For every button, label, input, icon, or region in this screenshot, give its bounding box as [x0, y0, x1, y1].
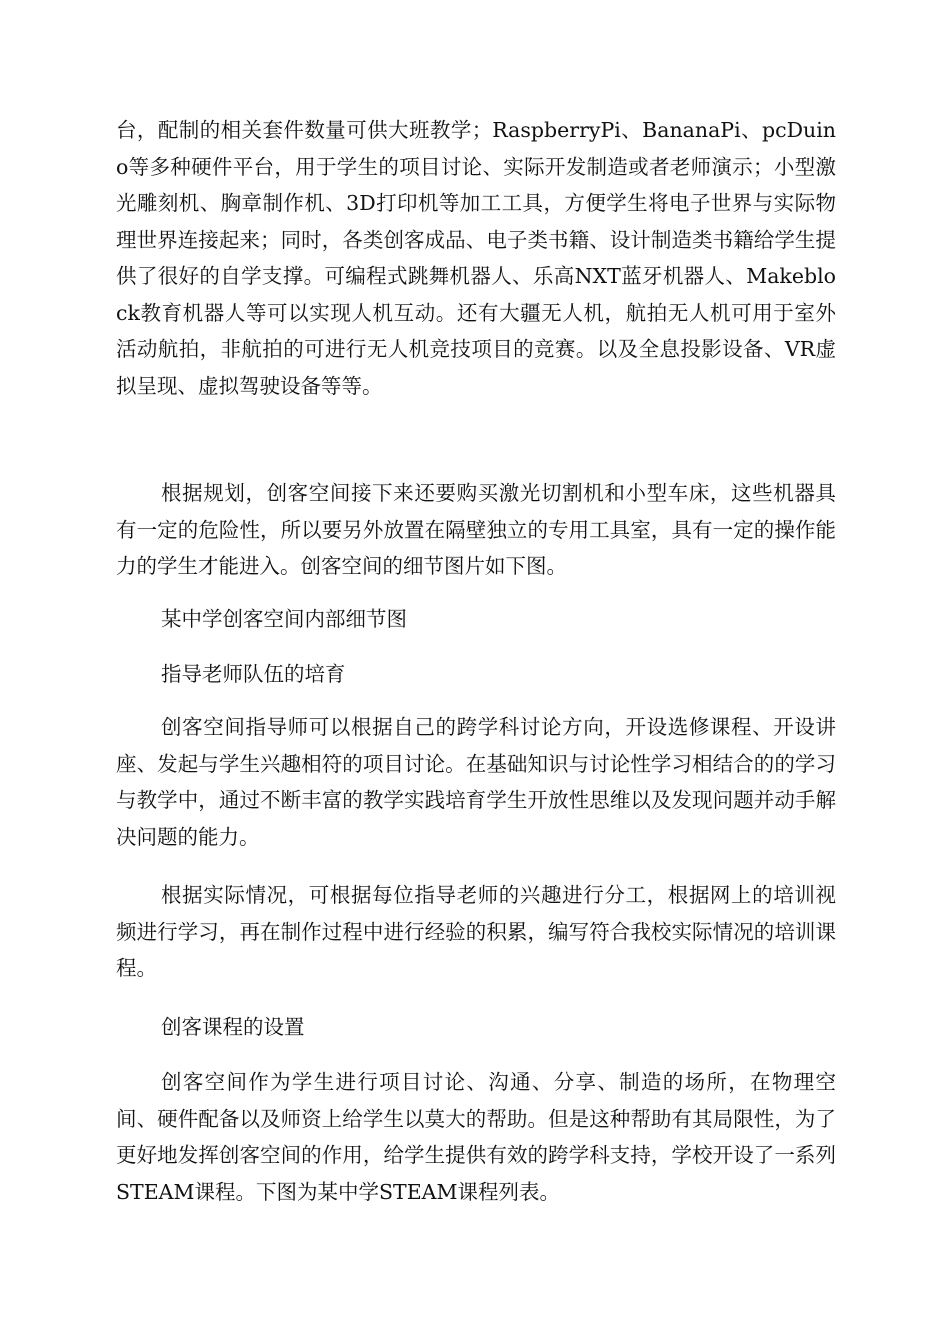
- figure-caption: 某中学创客空间内部细节图: [161, 607, 407, 631]
- paragraph-hardware-list: 台，配制的相关套件数量可供大班教学；RaspberryPi、BananaPi、pcDuino等多种硬件平台，用于学生的项目讨论、实际开发制造或者老师演示；小型激光雕刻机、胸章制作机、3D打印机等加工工具，方便学生将电子世界与实际物理世界连接起来；同时，各类创客成品、电子类书籍、设计制造类书籍给学生提供了很好的自学支撑。可编程式跳舞机器人、乐高NXT蓝牙机器人、Makeblock教育机器人等可以实现人机互动。还有大疆无人机，航拍无人机可用于室外活动航拍，非航拍的可进行无人机竞技项目的竞赛。以及全息投影设备、VR虚拟呈现、虚拟驾驶设备等等。: [116, 118, 836, 398]
- section-heading-teachers: 指导老师队伍的培育: [161, 662, 346, 686]
- paragraph-future-plan: 根据规划，创客空间接下来还要购买激光切割机和小型车床，这些机器具有一定的危险性，所以要另外放置在隔壁独立的专用工具室，具有一定的操作能力的学生才能进入。创客空间的细节图片如下图。: [116, 481, 836, 578]
- paragraph-steam-courses: 创客空间作为学生进行项目讨论、沟通、分享、制造的场所，在物理空间、硬件配备以及师资上给学生以莫大的帮助。但是这种帮助有其局限性，为了更好地发挥创客空间的作用，给学生提供有效的跨学科支持，学校开设了一系列STEAM课程。下图为某中学STEAM课程列表。: [116, 1070, 836, 1204]
- paragraph-teacher-role: 创客空间指导师可以根据自己的跨学科讨论方向，开设选修课程、开设讲座、发起与学生兴趣相符的项目讨论。在基础知识与讨论性学习相结合的的学习与教学中，通过不断丰富的教学实践培育学生开放性思维以及发现问题并动手解决问题的能力。: [116, 715, 836, 849]
- paragraph-teacher-training: 根据实际情况，可根据每位指导老师的兴趣进行分工，根据网上的培训视频进行学习，再在制作过程中进行经验的积累，编写符合我校实际情况的培训课程。: [116, 883, 836, 980]
- section-heading-courses: 创客课程的设置: [161, 1015, 305, 1039]
